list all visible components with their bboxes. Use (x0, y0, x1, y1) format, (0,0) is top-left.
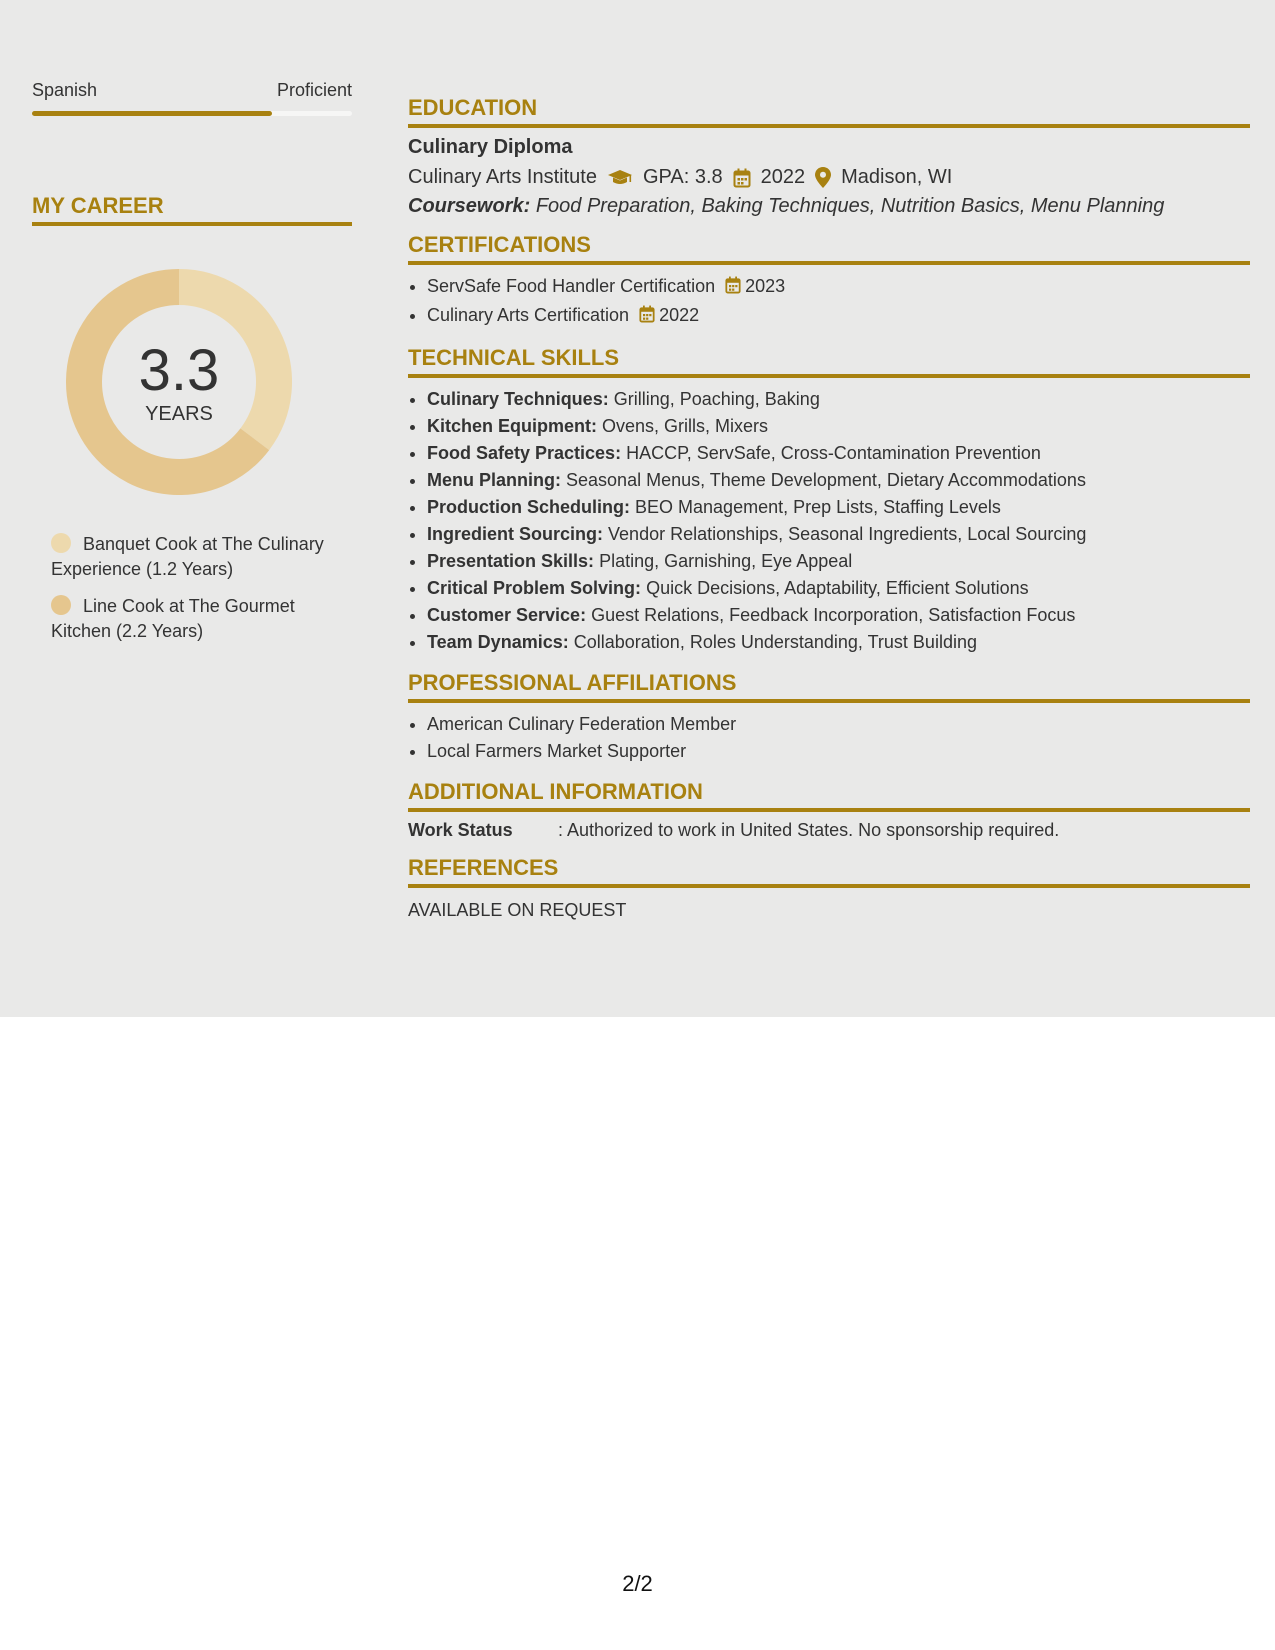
coursework-label: Coursework: (408, 195, 531, 217)
legend-label: Banquet Cook at The Culinary Experience (1.2 Years) (51, 534, 324, 579)
skill-label: Production Scheduling: (427, 497, 630, 517)
right-column (408, 95, 1250, 921)
legend-label: Line Cook at The Gourmet Kitchen (2.2 Years) (51, 596, 295, 641)
certification-name: ServSafe Food Handler Certification (427, 276, 716, 296)
skill-item (427, 521, 1250, 548)
affiliation-item: • American Culinary Federation Member (427, 711, 1250, 738)
skill-label: Ingredient Sourcing: (427, 524, 604, 544)
gpa: GPA: 3.8 (642, 166, 723, 188)
coursework-list: Food Preparation, Baking Techniques, Nutrition Basics, Menu Planning (535, 195, 1165, 217)
career-total-years: 3.3 (138, 338, 220, 403)
language-progress-fill (32, 111, 272, 116)
location-pin-icon (815, 167, 831, 188)
skill-value: HACCP, ServSafe, Cross-Contamination Prevention (626, 443, 1041, 463)
skill-value: Seasonal Menus, Theme Development, Dietary Accommodations (566, 470, 1086, 490)
donut-center (66, 269, 292, 426)
skill-item (427, 413, 1250, 440)
skill-value: Plating, Garnishing, Eye Appeal (599, 551, 853, 571)
school-name: Culinary Arts Institute (408, 166, 597, 188)
coursework (408, 195, 1250, 218)
skill-label: Team Dynamics: (427, 632, 569, 652)
certifications-heading: CERTIFICATIONS (408, 232, 1250, 265)
skill-value: Ovens, Grills, Mixers (602, 416, 769, 436)
skill-item (427, 386, 1250, 413)
certification-year: 2023 (745, 276, 786, 296)
skill-value: Guest Relations, Feedback Incorporation, Satisfaction Focus (591, 605, 1076, 625)
skills-list (408, 386, 1250, 656)
career-legend (32, 532, 352, 644)
legend-dot-icon (51, 595, 71, 615)
skill-value: Vendor Relationships, Seasonal Ingredients, Local Sourcing (608, 524, 1087, 544)
skill-item (427, 629, 1250, 656)
left-column (32, 80, 352, 656)
skill-item (427, 548, 1250, 575)
certification-item (427, 273, 1250, 302)
calendar-icon (733, 168, 751, 188)
skill-item (427, 440, 1250, 467)
skill-item (427, 575, 1250, 602)
skill-label: Kitchen Equipment: (427, 416, 597, 436)
skill-label: Food Safety Practices: (427, 443, 622, 463)
skill-item (427, 602, 1250, 629)
career-donut-chart (66, 269, 292, 495)
skill-label: Critical Problem Solving: (427, 578, 642, 598)
education-location: Madison, WI (841, 166, 953, 188)
skill-label: Menu Planning: (427, 470, 561, 490)
education-meta (408, 166, 1250, 189)
affiliations-heading: PROFESSIONAL AFFILIATIONS (408, 670, 1250, 703)
language-name: Spanish (32, 80, 98, 100)
legend-item (51, 594, 331, 644)
certifications-list (408, 273, 1250, 331)
career-total-unit: YEARS (145, 403, 213, 425)
certification-name: Culinary Arts Certification (427, 305, 630, 325)
certification-item (427, 302, 1250, 331)
calendar-icon (725, 275, 741, 302)
work-status-value: : Authorized to work in United States. No sponsorship required. (558, 820, 1060, 840)
skill-item (427, 494, 1250, 521)
legend-item (51, 532, 331, 582)
language-row (32, 80, 352, 101)
graduation-cap-icon (607, 169, 633, 187)
certification-year: 2022 (659, 305, 700, 325)
skill-value: Quick Decisions, Adaptability, Efficient Solutions (646, 578, 1029, 598)
skill-label: Presentation Skills: (427, 551, 595, 571)
degree-title: Culinary Diploma (408, 136, 573, 158)
technical-skills-heading: TECHNICAL SKILLS (408, 345, 1250, 378)
skill-value: BEO Management, Prep Lists, Staffing Levels (635, 497, 1001, 517)
work-status-row (408, 820, 1250, 841)
skill-label: Culinary Techniques: (427, 389, 609, 409)
additional-info-heading: ADDITIONAL INFORMATION (408, 779, 1250, 812)
skill-value: Grilling, Poaching, Baking (613, 389, 820, 409)
education-heading: EDUCATION (408, 95, 1250, 128)
skill-item (427, 467, 1250, 494)
skill-label: Customer Service: (427, 605, 587, 625)
calendar-icon (639, 304, 655, 331)
references-text: AVAILABLE ON REQUEST (408, 900, 627, 920)
affiliation-item: • Local Farmers Market Supporter (427, 738, 1250, 765)
language-level: Proficient (276, 80, 352, 100)
education-year: 2022 (760, 166, 806, 188)
affiliations-list (408, 711, 1250, 765)
page-number: 2/2 (622, 1571, 653, 1596)
legend-dot-icon (51, 533, 71, 553)
language-progress-bar (32, 111, 352, 116)
skill-value: Collaboration, Roles Understanding, Trust Building (573, 632, 977, 652)
career-heading: MY CAREER (32, 193, 352, 226)
work-status-label: Work Status (408, 820, 513, 840)
references-heading: REFERENCES (408, 855, 1250, 888)
